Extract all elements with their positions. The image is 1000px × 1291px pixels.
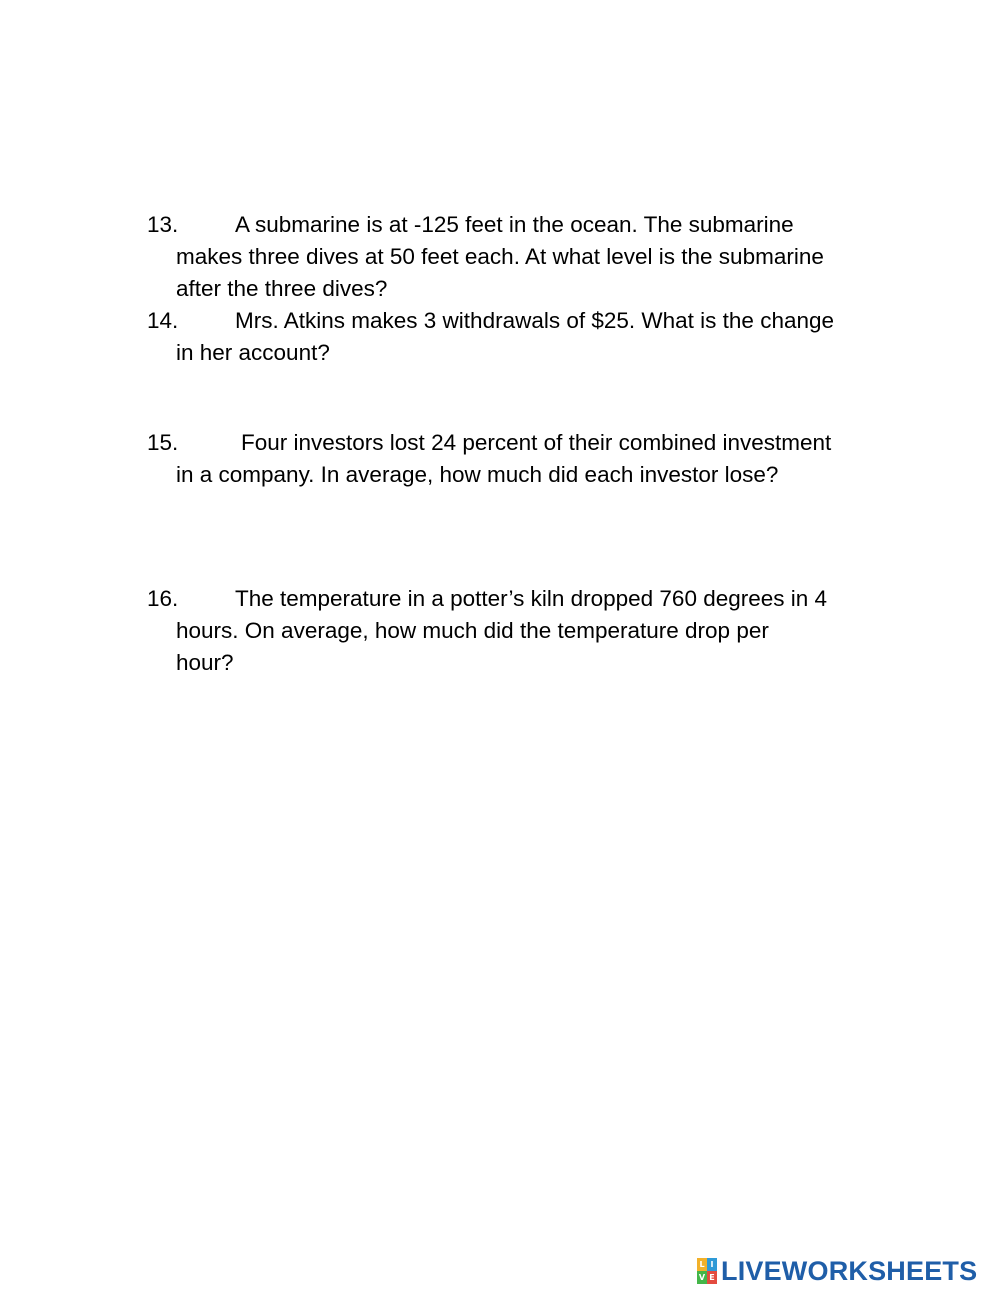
question-text-line: makes three dives at 50 feet each. At what level is the submarine	[176, 244, 824, 269]
question-text-line: in her account?	[176, 340, 330, 365]
question-16	[147, 583, 882, 679]
logo-tile: V	[697, 1271, 707, 1284]
logo-tile: L	[697, 1258, 707, 1271]
liveworksheets-logo-icon	[697, 1258, 717, 1284]
question-number: 14.	[147, 308, 179, 333]
question-text-line: The temperature in a potter’s kiln dropped 760 degrees in 4	[235, 586, 828, 611]
question-text-line: in a company. In average, how much did each investor lose?	[176, 462, 779, 487]
question-15	[147, 427, 882, 491]
brand-name: LIVEWORKSHEETS	[721, 1256, 978, 1286]
question-text-line: after the three dives?	[176, 276, 388, 301]
question-14	[147, 305, 882, 369]
question-text-line: A submarine is at -125 feet in the ocean. The submarine	[235, 212, 794, 237]
question-text-line: Four investors lost 24 percent of their combined investment	[241, 430, 832, 455]
question-text-line: hours. On average, how much did the temperature drop per	[176, 618, 769, 643]
question-number: 16.	[147, 586, 179, 611]
logo-tile: E	[707, 1271, 717, 1284]
question-number: 15.	[147, 430, 179, 455]
question-text-line: hour?	[176, 650, 234, 675]
question-text-line: Mrs. Atkins makes 3 withdrawals of $25. What is the change	[235, 308, 835, 333]
question-13	[147, 209, 882, 305]
logo-tile: I	[707, 1258, 717, 1271]
question-number: 13.	[147, 212, 179, 237]
liveworksheets-brand	[697, 1254, 977, 1288]
